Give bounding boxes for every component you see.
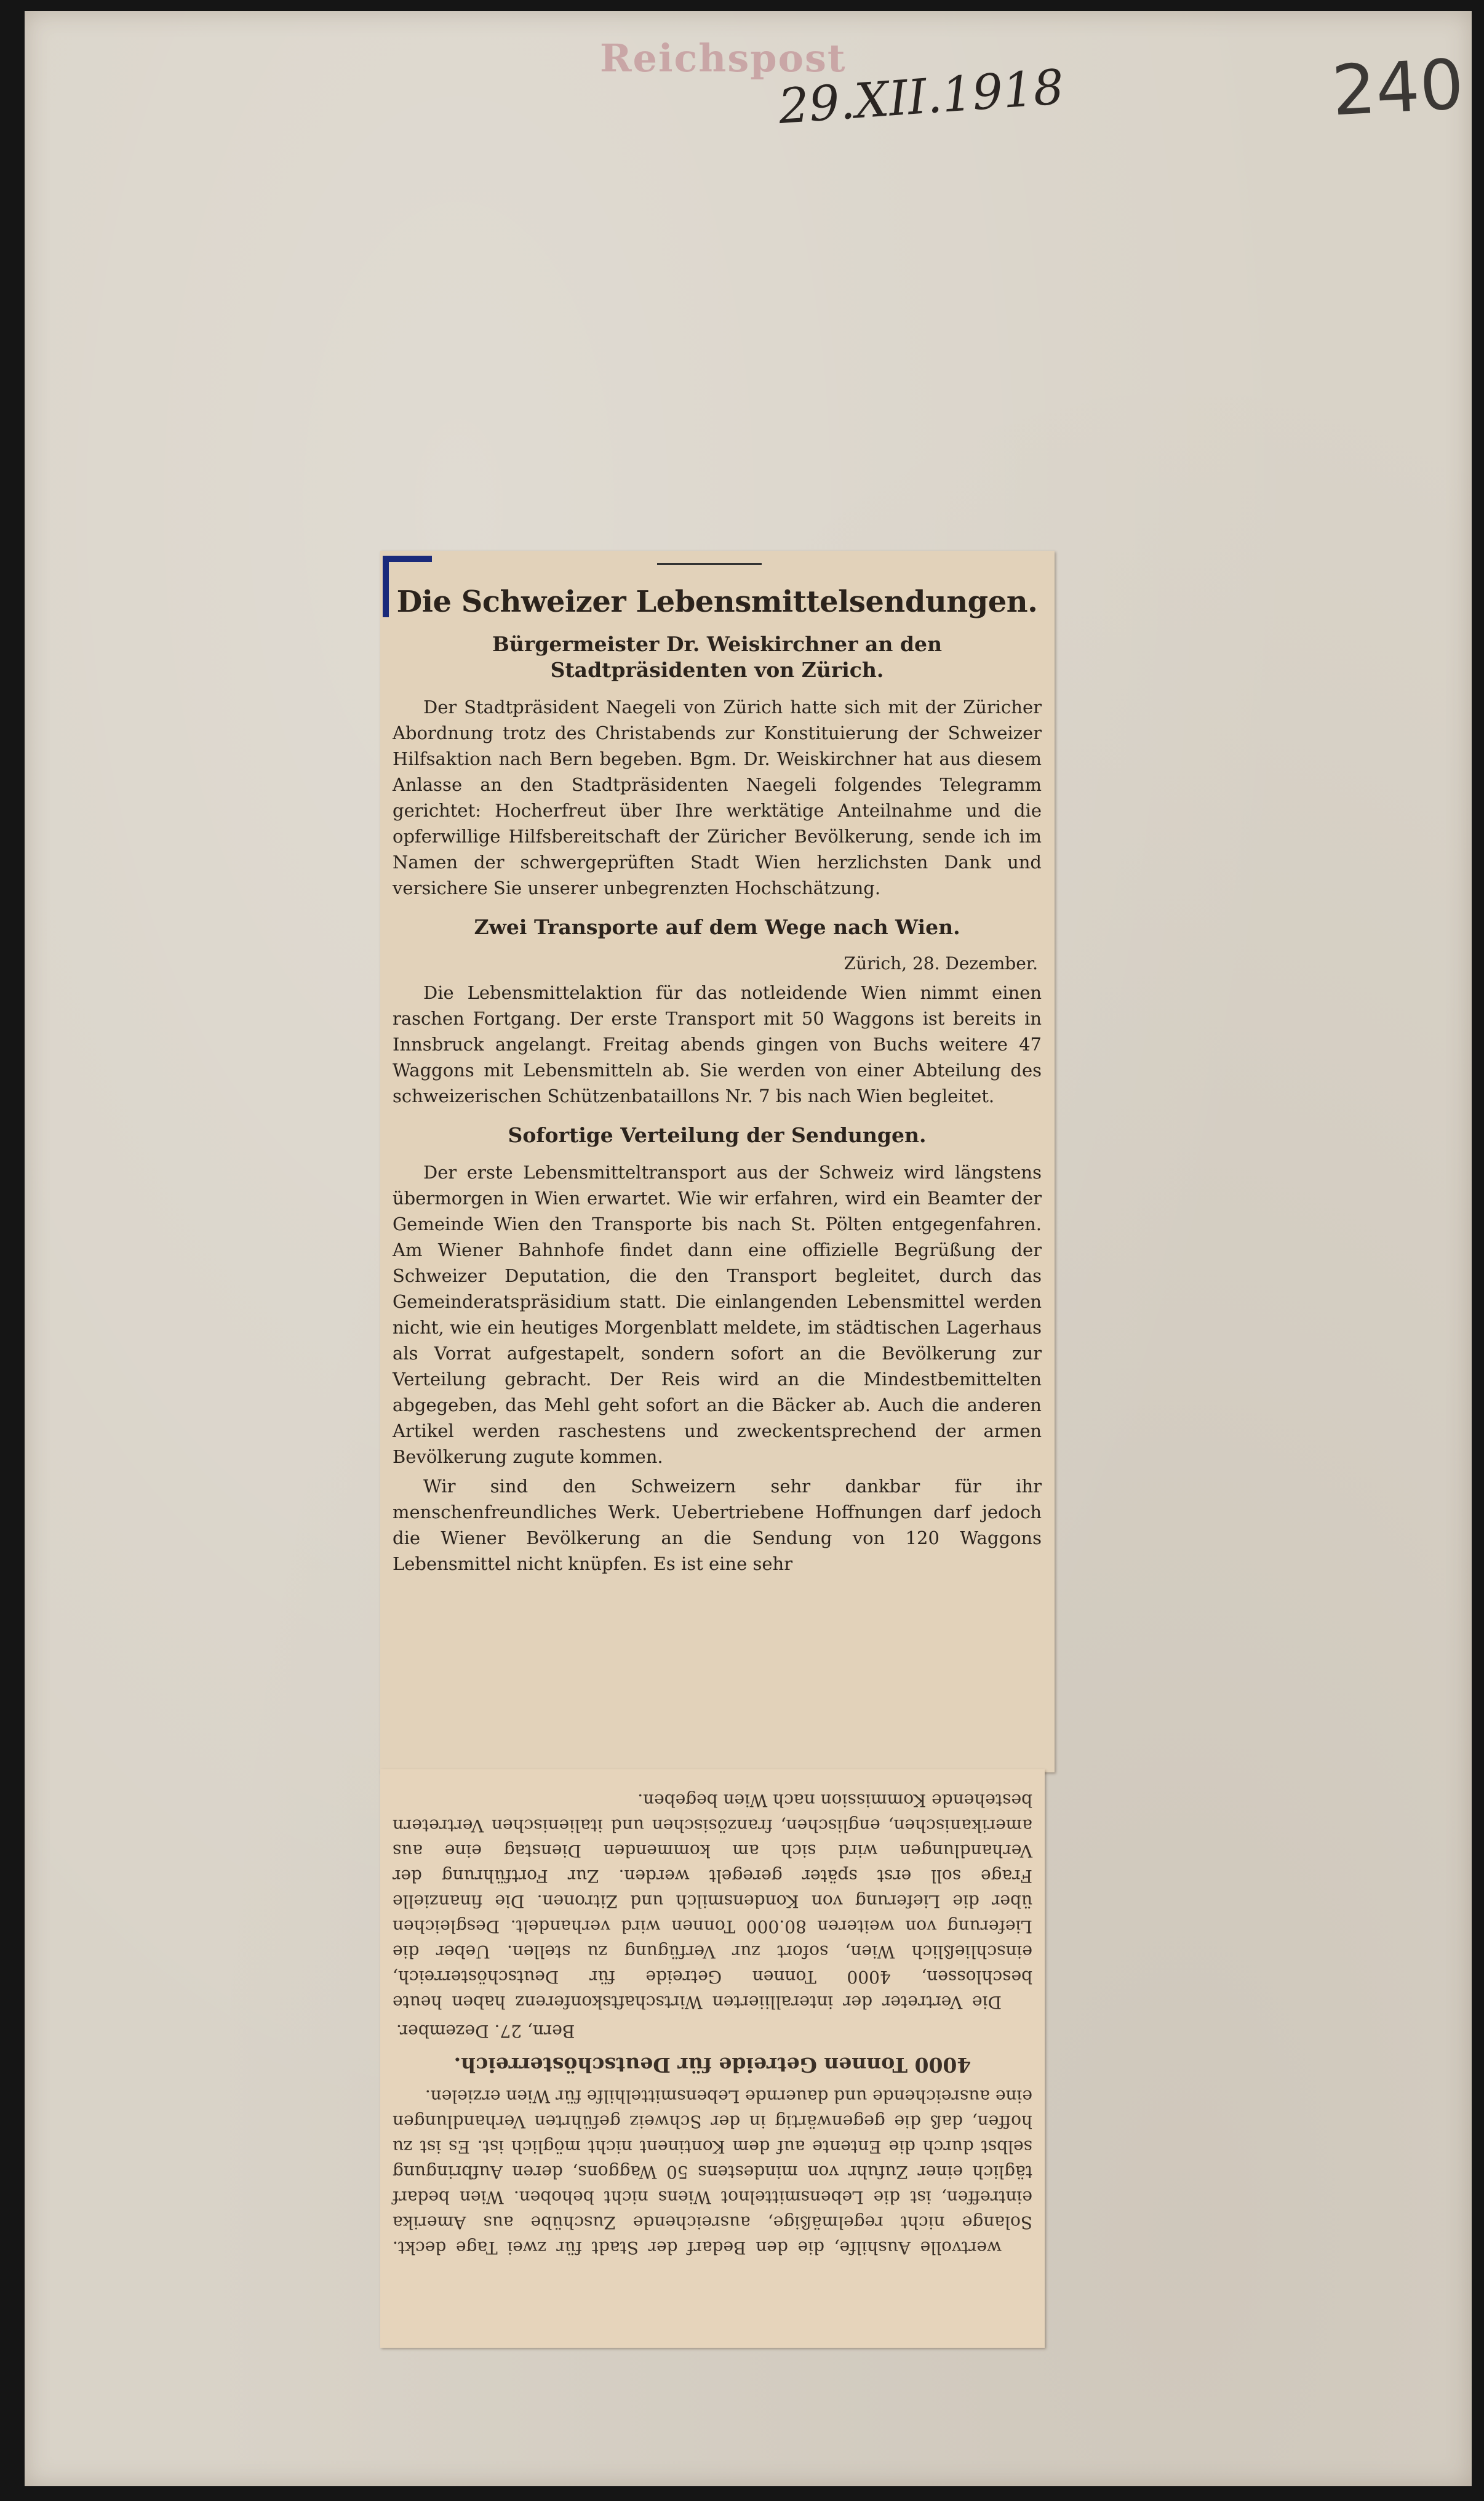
section-2-body: Die Lebensmittelaktion für das notleidende Wien nimmt einen raschen Fortgang. Der erste Transport mit 50 Waggons ist bereits in Innsbruck angelangt. Freitag abends gingen von Buchs weitere 47 Waggons mit Lebensmitteln ab. Sie werden von einer Abteilung des schweizerischen Schützenbataillons Nr. 7 bis nach Wien begleitet. [393, 982, 1042, 1106]
separator-rule [657, 563, 762, 565]
reversed-body: Die Vertreter der interalliierten Wirtschaftskonferenz haben heute beschlossen, 4000 Tonnen Getreide für Deutschösterreich, einschließlich Wien, sofort zur Verfügung zu stellen. Ueber die Lieferung von weiteren 80.000 Tonnen wird verhandelt. Desgleichen über die Lieferung von Kondensmilch und Zitronen. Die finanzielle Frage soll erst später geregelt werden. Zur Fortführung der Verhandlungen wird sich am kommenden Dienstag eine aus amerikanischen, englischen, französischen und italienischen Vertretern bestehende Kommission nach Wien begeben. [393, 1790, 1032, 2012]
section-3-body-2: Wir sind den Schweizern sehr dankbar für ihr menschenfreundliches Werk. Uebertriebene Hoffnungen darf jedoch die Wiener Bevölkerung an die Sendung von 120 Waggons Lebensmittel nicht knüpfen. Es ist eine sehr [393, 1476, 1042, 1574]
archive-stamp: Reichspost [600, 36, 847, 81]
reversed-title: 4000 Tonnen Getreide für Deutschösterreich. [453, 2053, 971, 2077]
section-3-title: Sofortige Verteilung der Sendungen. [508, 1123, 927, 1147]
section-1-title: Bürgermeister Dr. Weiskirchner an den Stadtpräsidenten von Zürich. [492, 632, 942, 682]
headline: Die Schweizer Lebensmittelsendungen. [396, 585, 1038, 619]
section-2-dateline: Zürich, 28. Dezember. [844, 953, 1038, 974]
section-3-body-1: Der erste Lebensmitteltransport aus der Schweiz wird längstens übermorgen in Wien erwartet. Wie wir erfahren, wird ein Beamter der Gemeinde Wien den Transporte bis nach St. Pölten entgegenfahren. Am Wiener Bahnhofe findet dann eine offizielle Begrüßung der Schweizer Deputation, die den Transport begleitet, durch das Gemeinderatspräsidium statt. Die einlangenden Lebensmittel werden nicht, wie ein heutiges Morgenblatt meldete, im städtischen Lagerhaus als Vorrat aufgestapelt, sondern sofort an die Bevölkerung zur Verteilung gebracht. Der Reis wird an die Mindestbemittelten abgegeben, das Mehl geht sofort an die Bäcker ab. Auch die anderen Artikel werden raschestens und zweckentsprechend der armen Bevölkerung zugute kommen. [393, 1162, 1042, 1467]
handwritten-page-number: 240 [1330, 44, 1466, 132]
upside-down-text [393, 1788, 1032, 2260]
clipping-content [393, 585, 1042, 1577]
section-1-body: Der Stadtpräsident Naegeli von Zürich hatte sich mit der Züricher Abordnung trotz des Christabends zur Konstituierung der Schweizer Hilfsaktion nach Bern begeben. Bgm. Dr. Weiskirchner hat aus diesem Anlasse an den Stadtpräsidenten Naegeli folgendes Telegramm gerichtet: Hocherfreut über Ihre werktätige Anteilnahme und die opferwillige Hilfsbereitschaft der Züricher Bevölkerung, sende ich im Namen der schwergeprüften Stadt Wien herzlichsten Dank und versichere Sie unserer unbegrenzten Hochschätzung. [393, 697, 1042, 898]
newspaper-clipping [380, 551, 1055, 1772]
section-2-title: Zwei Transporte auf dem Wege nach Wien. [474, 915, 960, 939]
reversed-continuation: wertvolle Aushilfe, die den Bedarf der Stadt für zwei Tage deckt. Solange nicht regelmäßige, ausreichende Zuschübe aus Amerika eintreffen, ist die Lebensmittelnot Wiens nicht behoben. Wien bedarf täglich einer Zufuhr von mindestens 50 Waggons, deren Aufbringung selbst durch die Entente auf dem Kontinent nicht möglich ist. Es ist zu hoffen, daß die gegenwärtig in der Schweiz geführten Verhandlungen eine ausreichende und dauernde Lebensmittelhilfe für Wien erzielen. [393, 2086, 1032, 2258]
reversed-clipping [380, 1769, 1045, 2348]
handwritten-date: 29.XII.1918 [776, 59, 1066, 135]
reversed-dateline: Bern, 27. Dezember. [396, 2021, 575, 2041]
